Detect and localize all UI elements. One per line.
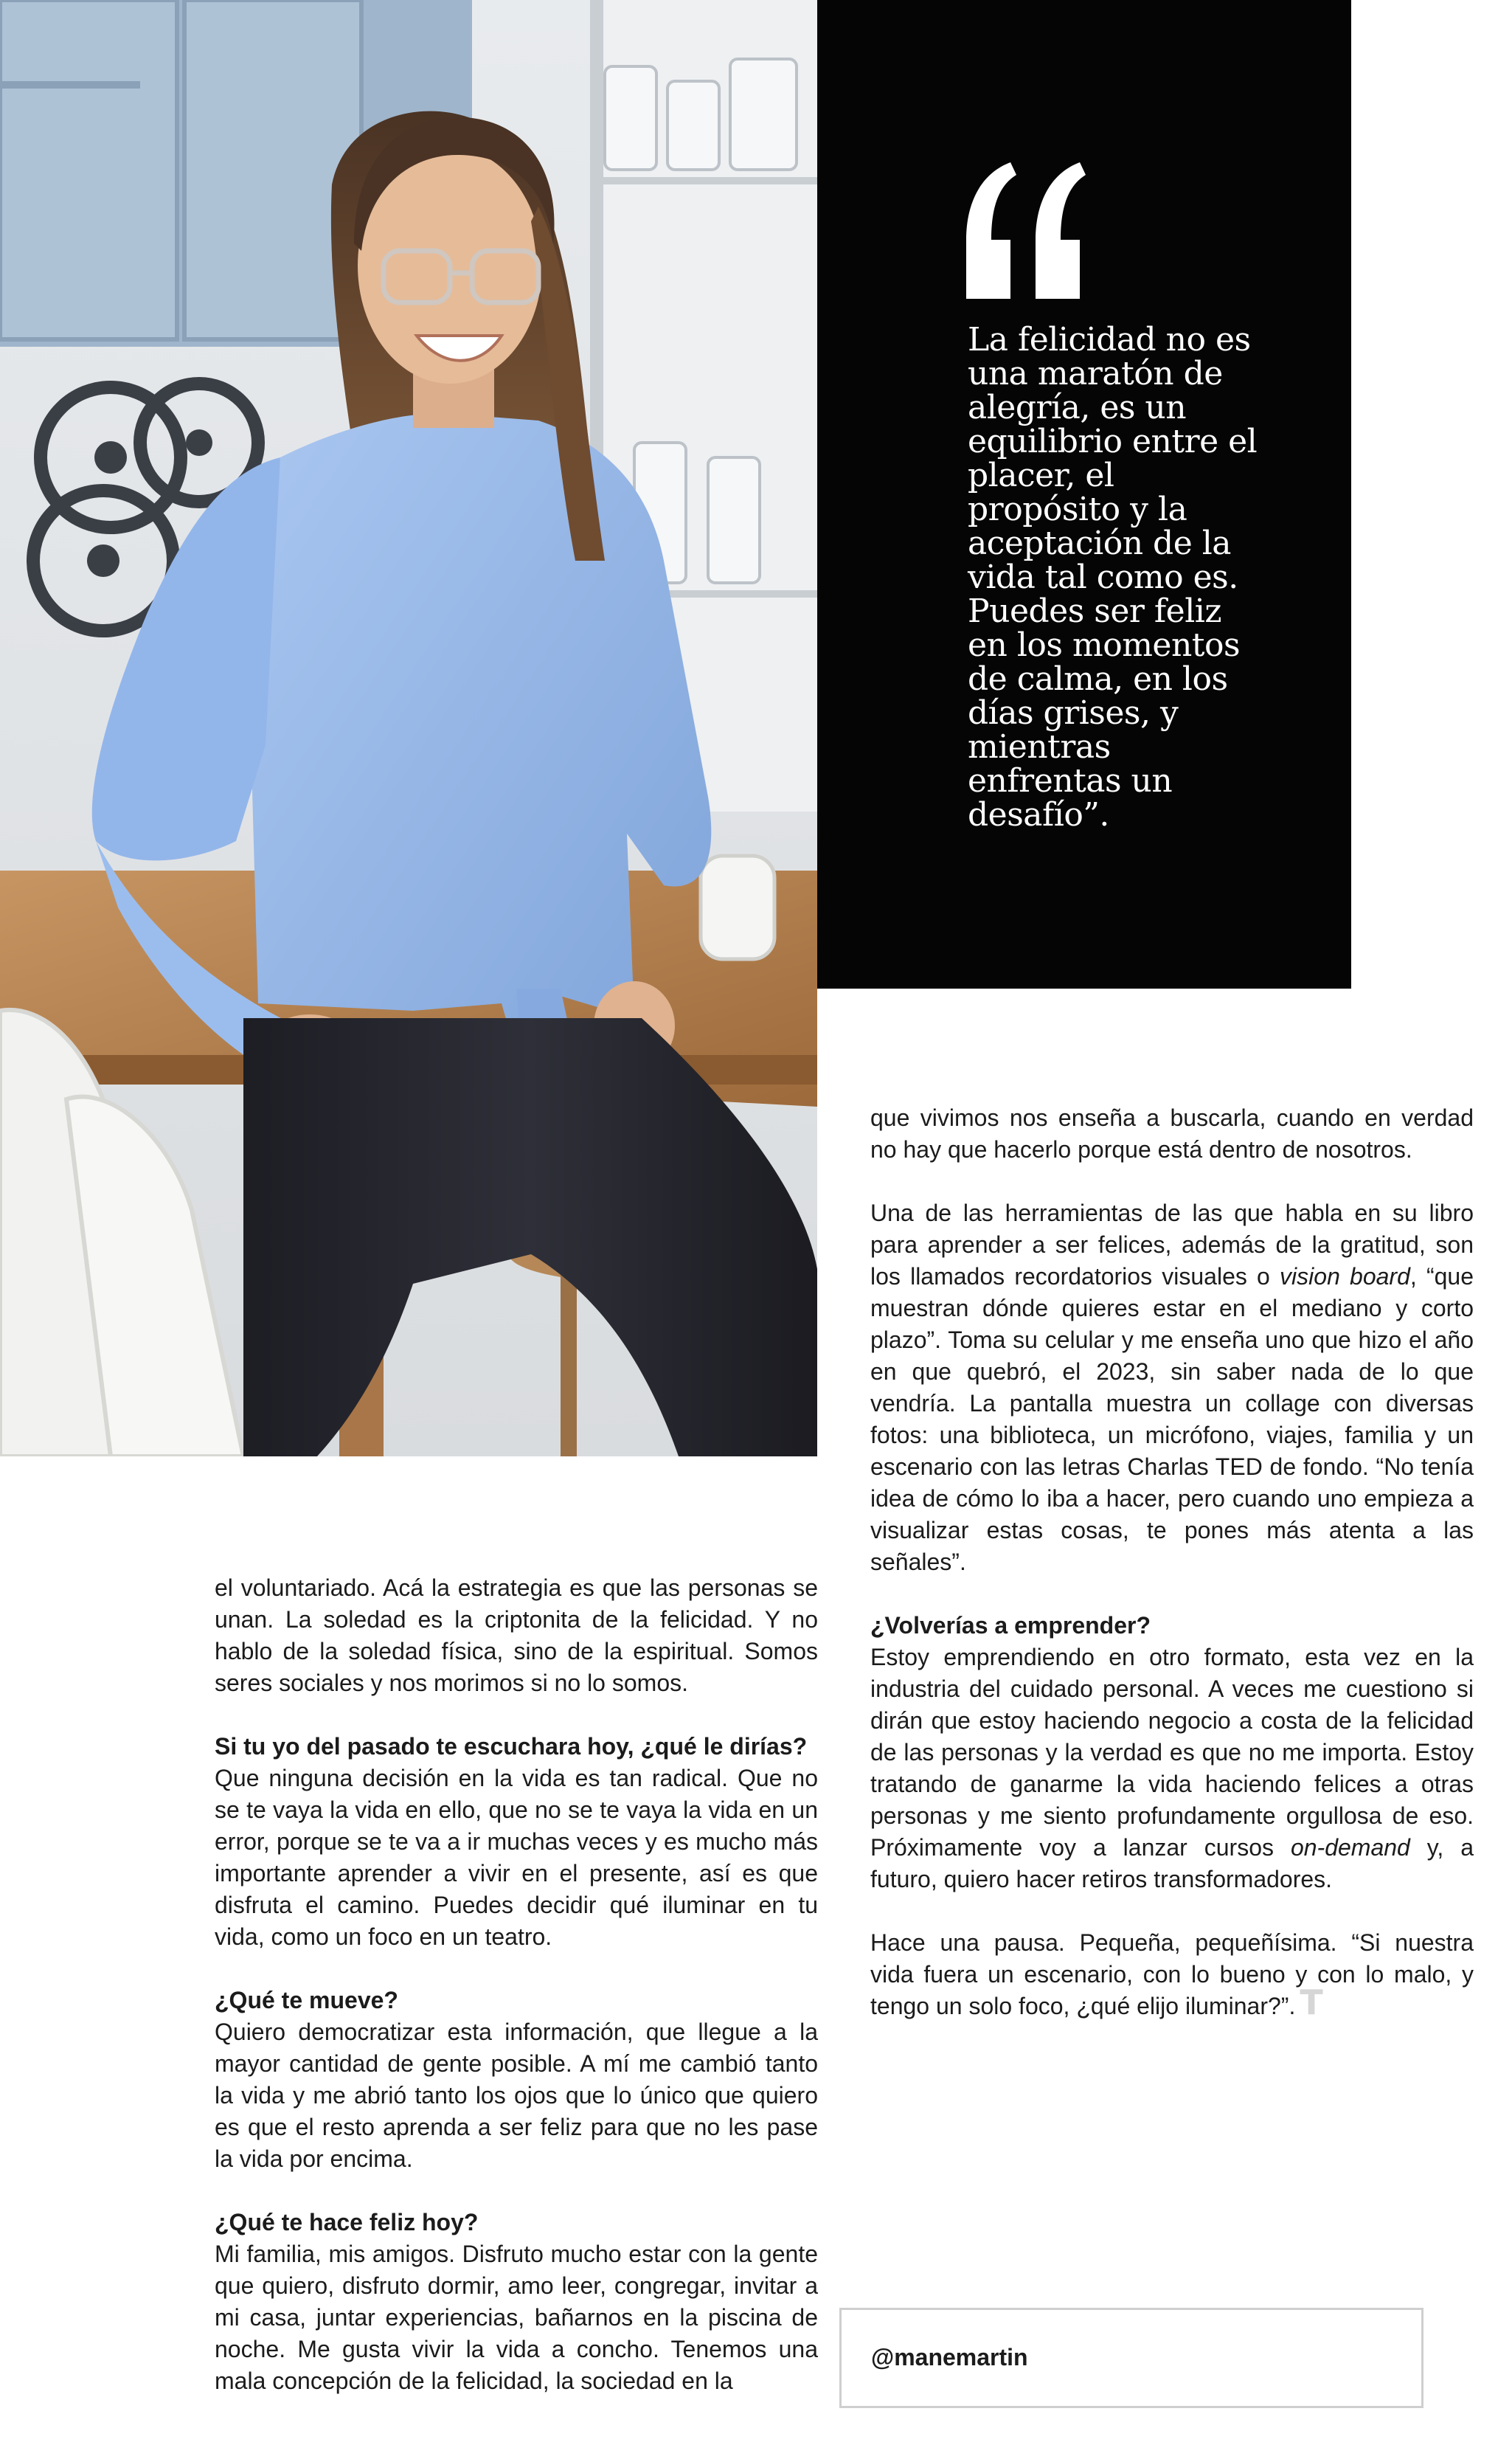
qa-block [870,1610,1474,1895]
interview-question: ¿Qué te mueve? [215,1987,398,2013]
portrait-photo [0,0,817,1456]
emphasis-text: on-demand [1290,1834,1410,1861]
text-run: , “que muestran dónde quieres estar en el mediano y corto plazo”. Toma su celular y me enseña uno que hizo el año en que quebró, el 2023, sin saber nada de lo que vendría. La pantalla muestra un collage con diversas fotos: una biblioteca, un micrófono, viajes, familia y un escenario con las letras Charlas TED de fondo. “No tenía idea de cómo lo iba a hacer, pero cuando uno empieza a visualizar estas cosas, te pones más atenta a las señales”. [870,1263,1474,1575]
interview-answer: Mi familia, mis amigos. Disfruto mucho estar con la gente que quiero, disfruto dormir, amo leer, congregar, invitar a mi casa, juntar experiencias, bañarnos en la piscina de noche. Me gusta vivir la vida a concho. Tenemos una mala concepción de la felicidad, la sociedad en la [215,2241,818,2394]
interview-answer: Quiero democratizar esta información, que llegue a la mayor cantidad de gente posible. A mí me cambió tanto la vida y me abrió tanto los ojos que lo único que quiero es que el resto aprenda a ser feliz para que no les pase la vida por encima. [215,2019,818,2172]
text-run: y, a futuro, quiero hacer retiros transformadores. [870,1834,1474,1892]
paragraph [870,1197,1474,1578]
text-run: Una de las herramientas de las que habla en su libro para aprender a ser felices, además de la gratitud, son los llamados recordatorios visuales o [870,1200,1474,1290]
qa-block [215,1985,818,2175]
interview-question: ¿Qué te hace feliz hoy? [215,2209,479,2235]
paragraph: el voluntariado. Acá la estrategia es que las personas se unan. La soledad es la criptonita de la felicidad. Y no hablo de la soledad física, sino de la espiritual. Somos seres sociales y nos morimos si no lo somos. [215,1574,818,1696]
paragraph [870,1927,1474,2022]
qa-block [215,1731,818,1953]
closing-text: Hace una pausa. Pequeña, pequeñísima. “Si nuestra vida fuera un escenario, con lo bueno y con lo malo, y tengo un solo foco, ¿qué elijo iluminar?”. [870,1929,1474,2019]
quote-mark-icon [959,159,1092,306]
end-mark-icon: T [1300,1982,1323,2022]
article-column-left [215,1572,818,2429]
interview-question: ¿Volverías a emprender? [870,1612,1151,1639]
social-handle-box [839,2308,1423,2408]
social-handle[interactable]: @manemartin [871,2344,1028,2370]
emphasis-text: vision board [1280,1263,1410,1290]
paragraph: que vivimos nos enseña a buscarla, cuando en verdad no hay que hacerlo porque está dentro de nosotros. [870,1104,1474,1163]
interview-answer: Que ninguna decisión en la vida es tan radical. Que no se te vaya la vida en ello, que no se te vaya la vida en un error, porque se te va a ir muchas veces y es mucho más importante aprender a vivir en el presente, así es que disfruta el camino. Puedes decidir qué iluminar en tu vida, como un foco en un teatro. [215,1765,818,1950]
pull-quote-text: La felicidad no es una maratón de alegría, es un equilibrio entre el placer, el propósito y la aceptación de la vida tal como es. Puedes ser feliz en los momentos de calma, en los días grises, y mientras enfrentas un desafío”. [968,321,1258,834]
interview-question: Si tu yo del pasado te escuchara hoy, ¿qué le dirías? [215,1733,808,1760]
qa-block [215,2207,818,2397]
text-run: Estoy emprendiendo en otro formato, esta vez en la industria del cuidado personal. A veces me cuestiono si dirán que estoy haciendo negocio a costa de la felicidad de las personas y la verdad es que no me importa. Estoy tratando de ganarme la vida haciendo felices a otras personas y me siento profundamente orgullosa de eso. Próximamente voy a lanzar cursos [870,1644,1474,1861]
article-column-right [870,1102,1474,2054]
